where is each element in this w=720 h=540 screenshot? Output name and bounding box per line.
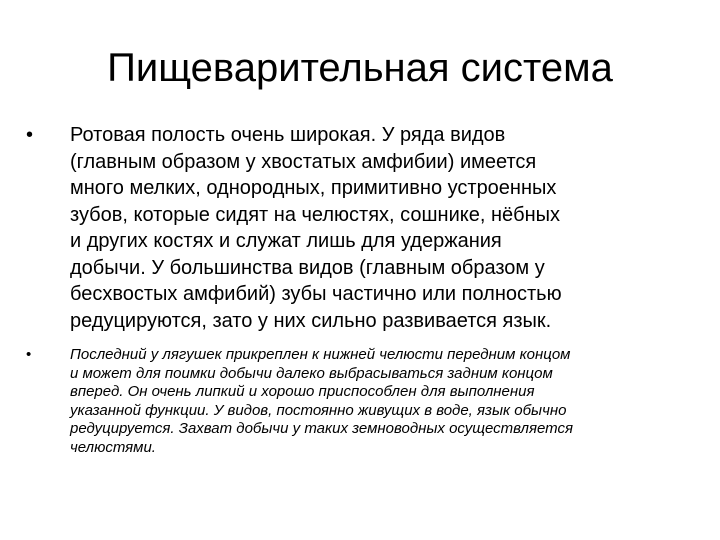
bullet-line: редуцируется. Захват добычи у таких земноводных осуществляется (70, 420, 573, 437)
bullet-line: указанной функции. У видов, постоянно живущих в воде, язык обычно (70, 401, 567, 419)
bullet-line: Ротовая полость очень широкая. У ряда видов (70, 124, 506, 146)
bullet-item-teeth (0, 122, 720, 334)
bullet-line: зубов, которые сидят на челюстях, сошнике, нёбных (70, 203, 561, 226)
bullet-item-tongue (0, 346, 720, 457)
bullet-text-tongue (70, 346, 710, 457)
bullet-line: бесхвостых амфибий) зубы частично или полностью (70, 283, 562, 305)
bullet-line: и может для поимки добычи далеко выбрасываться задним концом (70, 364, 553, 382)
bullet-list (0, 122, 720, 457)
bullet-text-teeth (70, 122, 710, 334)
bullet-line: (главным образом у хвостатых амфибии) имеется (70, 150, 537, 173)
bullet-icon: • (26, 124, 34, 146)
bullet-line: вперед. Он очень липкий и хорошо приспособлен для выполнения (70, 383, 535, 400)
bullet-line: челюстями. (70, 438, 156, 456)
bullet-line: добычи. У большинства видов (главным образом у (70, 256, 545, 279)
bullet-line: Последний у лягушек прикреплен к нижней челюсти передним концом (70, 346, 571, 363)
bullet-line: много мелких, однородных, примитивно устроенных (70, 177, 557, 199)
bullet-line: редуцируются, зато у них сильно развивается язык. (70, 309, 552, 332)
bullet-line: и других костях и служат лишь для удержания (70, 230, 502, 252)
bullet-icon: • (26, 346, 32, 363)
slide-title: Пищеварительная система (107, 46, 613, 90)
